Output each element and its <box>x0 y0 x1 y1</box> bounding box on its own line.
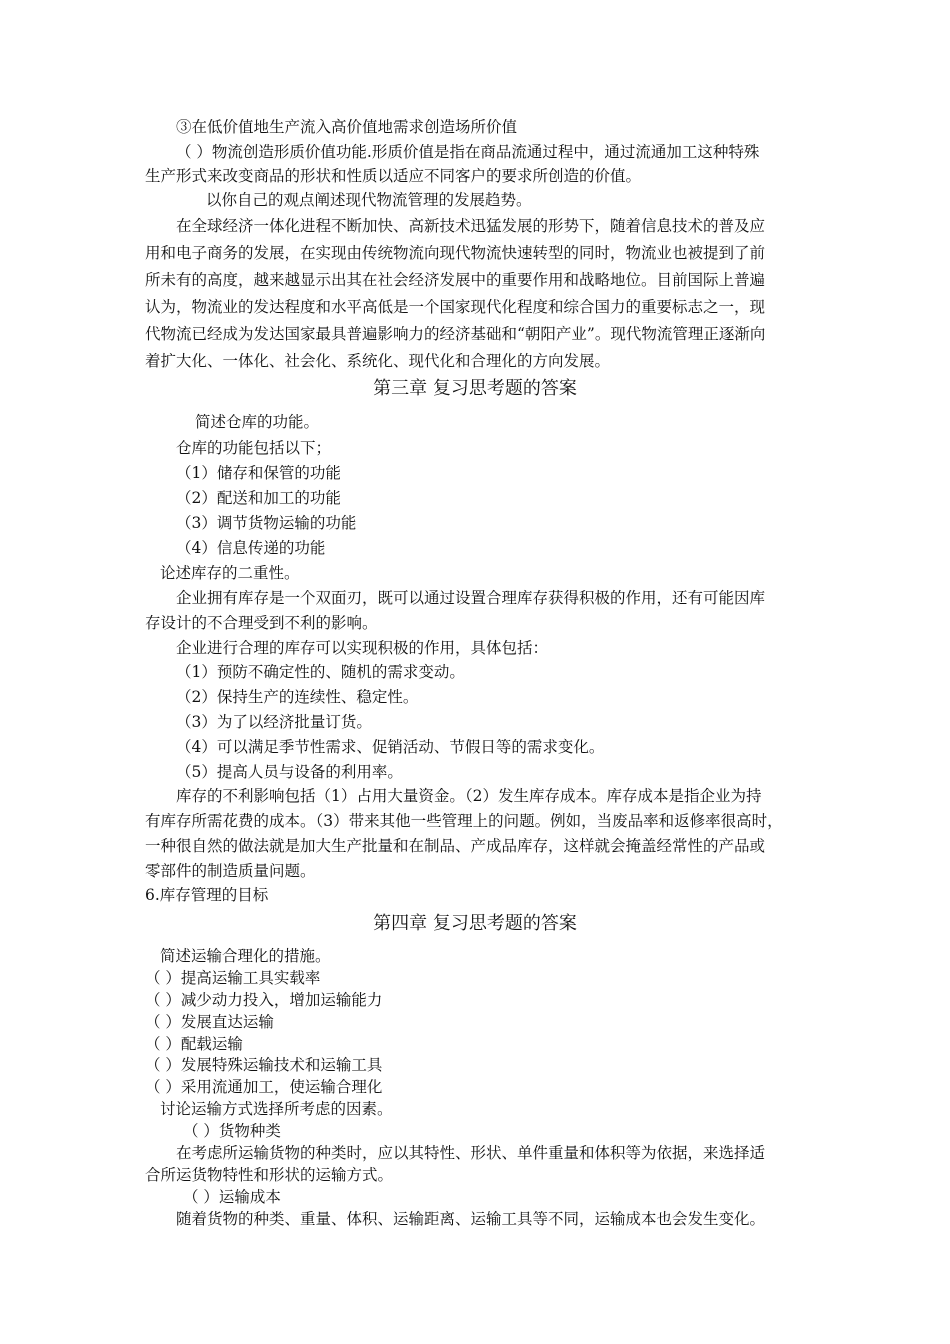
text-line: 合所运货物特性和形状的运输方式。 <box>145 1166 394 1184</box>
chapter-heading: 第三章 复习思考题的答案 <box>373 378 577 399</box>
question-line: 讨论运输方式选择所考虑的因素。 <box>160 1100 393 1118</box>
list-item: （ ）发展特殊运输技术和运输工具 <box>145 1056 383 1074</box>
list-item: （ ）采用流通加工，使运输合理化 <box>145 1078 383 1096</box>
text-line: 在考虑所运输货物的种类时，应以其特性、形状、单件重量和体积等为依据，来选择适 <box>176 1144 766 1162</box>
list-item: （4）信息传递的功能 <box>176 539 326 557</box>
question-line: 简述仓库的功能。 <box>195 413 320 431</box>
text-line: 以你自己的观点阐述现代物流管理的发展趋势。 <box>206 191 532 209</box>
list-item: （3）调节货物运输的功能 <box>176 514 357 532</box>
text-line: （ ）物流创造形质价值功能.形质价值是指在商品流通过程中，通过流通加工这种特殊 <box>176 143 760 161</box>
list-item: （2）配送和加工的功能 <box>176 489 341 507</box>
text-line: 生产形式来改变商品的形状和性质以适应不同客户的要求所创造的价值。 <box>145 167 642 185</box>
text-line: 企业进行合理的库存可以实现积极的作用，具体包括： <box>176 639 549 657</box>
text-line: 在全球经济一体化进程不断加快、高新技术迅猛发展的形势下，随着信息技术的普及应 <box>176 217 766 235</box>
list-item: （ ）提高运输工具实载率 <box>145 969 321 987</box>
text-line: 仓库的功能包括以下； <box>176 439 332 457</box>
question-line: 简述运输合理化的措施。 <box>160 947 331 965</box>
list-item: （3）为了以经济批量订货。 <box>176 713 372 731</box>
list-item: （5）提高人员与设备的利用率。 <box>176 763 403 781</box>
list-item: （1）预防不确定性的、随机的需求变动。 <box>176 663 465 681</box>
text-line: 存设计的不合理受到不利的影响。 <box>145 614 378 632</box>
list-item: （ ）配载运输 <box>145 1035 243 1053</box>
text-line: 零部件的制造质量问题。 <box>145 862 316 880</box>
question-line: 论述库存的二重性。 <box>160 564 300 582</box>
list-item: （4）可以满足季节性需求、促销活动、节假日等的需求变化。 <box>176 738 605 756</box>
text-line: ③在低价值地生产流入高价值地需求创造场所价值 <box>176 118 518 136</box>
text-line: 一种很自然的做法就是加大生产批量和在制品、产成品库存，这样就会掩盖经常性的产品或 <box>145 837 766 855</box>
list-item: （ ）减少动力投入，增加运输能力 <box>145 991 383 1009</box>
list-item: （ ）货物种类 <box>183 1122 281 1140</box>
text-line: 企业拥有库存是一个双面刃，既可以通过设置合理库存获得积极的作用，还有可能因库 <box>176 589 766 607</box>
text-line: 用和电子商务的发展，在实现由传统物流向现代物流快速转型的同时，物流业也被提到了前 <box>145 244 766 262</box>
list-item: （2）保持生产的连续性、稳定性。 <box>176 688 419 706</box>
chapter-heading: 第四章 复习思考题的答案 <box>373 913 577 934</box>
text-line: 有库存所需花费的成本。（3）带来其他一些管理上的问题。例如，当废品率和返修率很高时， <box>145 812 783 830</box>
list-item: （1）储存和保管的功能 <box>176 464 341 482</box>
list-item: （ ）发展直达运输 <box>145 1013 274 1031</box>
text-line: 所未有的高度，越来越显示出其在社会经济发展中的重要作用和战略地位。目前国际上普遍 <box>145 271 766 289</box>
list-item: （ ）运输成本 <box>183 1188 281 1206</box>
text-line: 随着货物的种类、重量、体积、运输距离、运输工具等不同，运输成本也会发生变化。 <box>176 1210 766 1228</box>
text-line: 代物流已经成为发达国家最具普遍影响力的经济基础和“朝阳产业”。现代物流管理正逐渐向 <box>145 325 766 343</box>
text-line: 认为，物流业的发达程度和水平高低是一个国家现代化程度和综合国力的重要标志之一，现 <box>145 298 766 316</box>
text-line: 着扩大化、一体化、社会化、系统化、现代化和合理化的方向发展。 <box>145 352 611 370</box>
section-line: 6.库存管理的目标 <box>145 886 269 904</box>
text-line: 库存的不利影响包括（1）占用大量资金。（2）发生库存成本。库存成本是指企业为持 <box>176 787 762 805</box>
